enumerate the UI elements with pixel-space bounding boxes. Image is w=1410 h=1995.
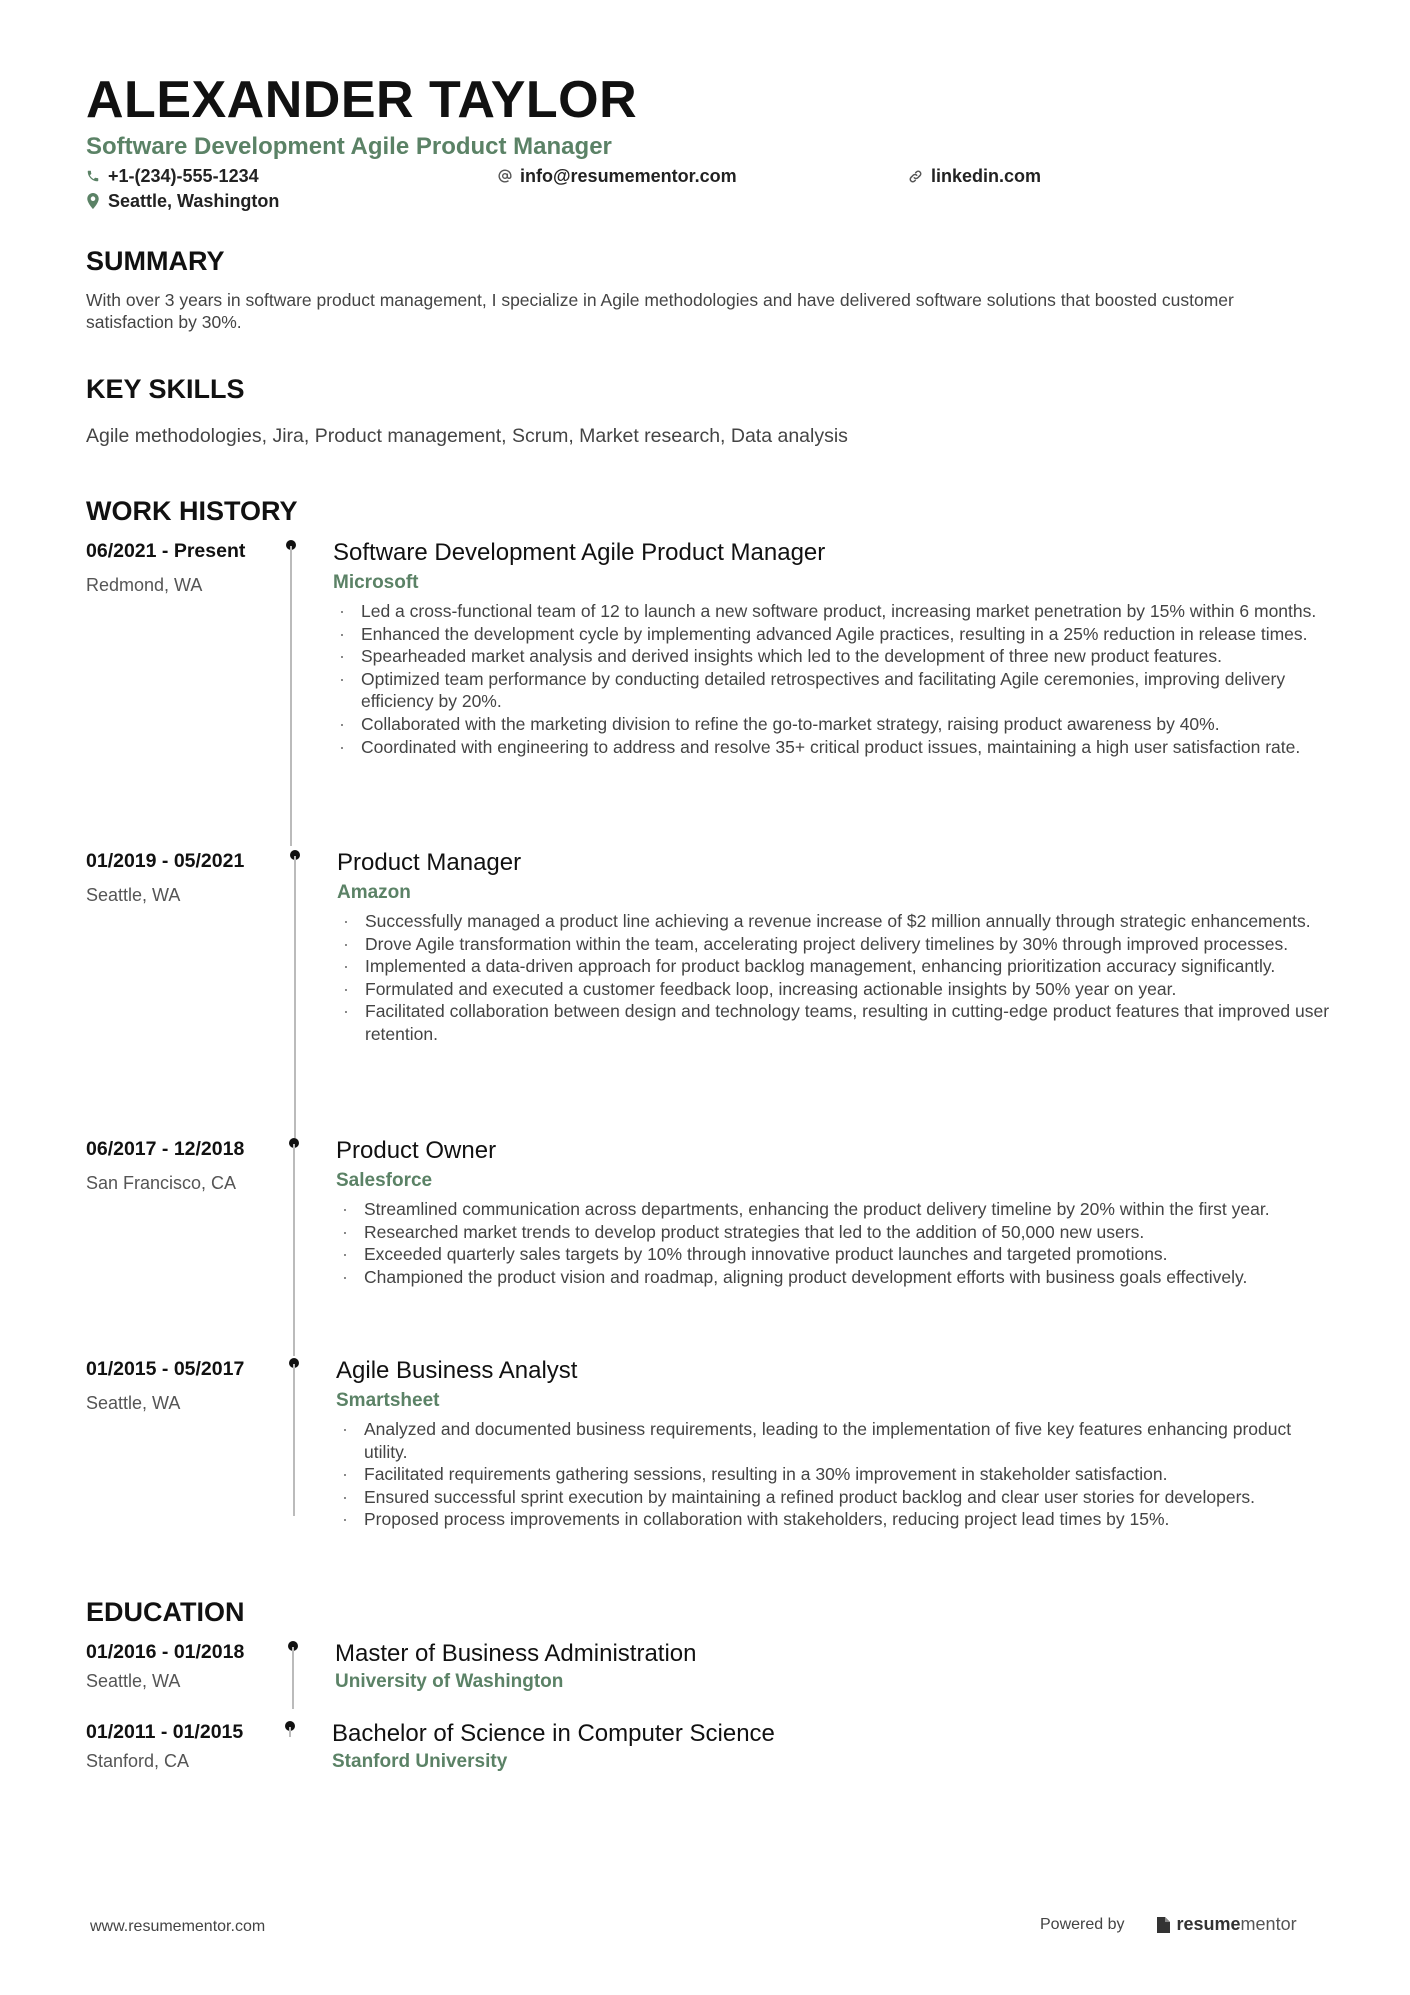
job-title: Product Manager [337, 849, 522, 876]
timeline-line [294, 856, 296, 1138]
contact-location [86, 189, 279, 213]
job-bullet: · Drove Agile transformation within the team, accelerating project delivery timelines by 30% through improved processes. [337, 933, 1337, 956]
linkedin-text: linkedin.com [931, 166, 1042, 186]
job-bullet: · Successfully managed a product line achieving a revenue increase of $2 million annually through strategic enhancements. [337, 910, 1337, 933]
job-bullet: · Facilitated collaboration between design and technology teams, resulting in cutting-edge product features that improved user retention. [337, 1000, 1337, 1045]
job-meta [86, 848, 286, 907]
job-bullet: · Facilitated requirements gathering sessions, resulting in a 30% improvement in stakeholder satisfaction. [336, 1463, 1336, 1486]
summary-heading: SUMMARY [86, 246, 225, 276]
education-details [332, 1719, 1332, 1779]
education-heading: EDUCATION [86, 1597, 245, 1627]
education-degree: Master of Business Administration [335, 1640, 697, 1667]
timeline-line [289, 1727, 291, 1737]
job-bullet: · Collaborated with the marketing division to refine the go-to-market strategy, raising product awareness by 40%. [333, 713, 1333, 736]
job-bullet: · Ensured successful sprint execution by maintaining a refined product backlog and clear user stories for developers. [336, 1486, 1336, 1509]
job-bullet: · Formulated and executed a customer feedback loop, increasing actionable insights by 50% year on year. [337, 978, 1337, 1001]
job-location: Seattle, WA [86, 885, 181, 905]
job-bullet: · Championed the product vision and roadmap, aligning product development efforts with business goals effectively. [336, 1266, 1336, 1289]
education-location: Seattle, WA [86, 1671, 181, 1691]
job-location: Redmond, WA [86, 575, 203, 595]
footer-website[interactable]: www.resumementor.com [90, 1918, 266, 1935]
timeline-line [293, 1144, 295, 1356]
education-meta [86, 1719, 286, 1773]
job-dates: 01/2019 - 05/2021 [86, 850, 245, 872]
timeline-line [290, 546, 292, 846]
education-school: University of Washington [335, 1671, 564, 1692]
job-bullet: · Spearheaded market analysis and derived insights which led to the development of three new product features. [333, 645, 1333, 668]
brand-bold: resume [1176, 1914, 1241, 1934]
job-bullet: · Implemented a data-driven approach for product backlog management, enhancing prioritization accuracy significantly. [337, 955, 1337, 978]
location-pin-icon [86, 193, 100, 209]
candidate-name: ALEXANDER TAYLOR [86, 71, 638, 129]
job-location: Seattle, WA [86, 1393, 181, 1413]
job-bullet: · Exceeded quarterly sales targets by 10% through innovative product launches and targeted promotions. [336, 1243, 1336, 1266]
phone-icon [86, 169, 100, 183]
job-bullet: · Led a cross-functional team of 12 to launch a new software product, increasing market penetration by 15% within 6 months. [333, 600, 1333, 623]
job-bullet: · Researched market trends to develop product strategies that led to the addition of 50,000 new users. [336, 1221, 1336, 1244]
skills-text: Agile methodologies, Jira, Product management, Scrum, Market research, Data analysis [86, 425, 848, 447]
link-icon [908, 169, 923, 184]
job-meta [86, 1356, 286, 1415]
job-company: Microsoft [333, 572, 419, 593]
at-icon [498, 169, 512, 183]
brand-logo[interactable] [1155, 1914, 1297, 1935]
timeline-line [292, 1647, 294, 1709]
job-dates: 06/2021 - Present [86, 540, 246, 562]
job-company: Salesforce [336, 1170, 433, 1191]
powered-by-text: Powered by [1040, 1915, 1125, 1933]
work-heading: WORK HISTORY [86, 496, 298, 526]
resumementor-logo-icon [1155, 1916, 1171, 1934]
job-bullets [333, 600, 1333, 758]
job-dates: 06/2017 - 12/2018 [86, 1138, 245, 1160]
contact-linkedin[interactable] [908, 164, 1041, 188]
education-location: Stanford, CA [86, 1751, 190, 1771]
footer-powered [1040, 1914, 1297, 1935]
summary-text: With over 3 years in software product management, I specialize in Agile methodologies and have delivered software solutions that boosted customer satisfaction by 30%. [86, 290, 1234, 332]
job-bullet: · Streamlined communication across departments, enhancing the product delivery timeline by 20% within the first year. [336, 1198, 1336, 1221]
job-meta [86, 538, 286, 597]
job-company: Smartsheet [336, 1390, 440, 1411]
email-text: info@resumementor.com [520, 166, 737, 186]
job-company: Amazon [337, 882, 411, 903]
education-details [335, 1639, 1335, 1699]
job-bullets [336, 1418, 1336, 1531]
job-bullet: · Analyzed and documented business requirements, leading to the implementation of five key features enhancing product utility. [336, 1418, 1336, 1463]
job-title: Software Development Agile Product Manager [333, 539, 826, 566]
job-title: Product Owner [336, 1137, 497, 1164]
job-bullets [336, 1198, 1336, 1288]
location-text: Seattle, Washington [108, 191, 280, 211]
job-bullet: · Optimized team performance by conducting detailed retrospectives and facilitating Agile ceremonies, improving delivery efficiency by 20%. [333, 668, 1333, 713]
job-details [337, 848, 1337, 1046]
candidate-title: Software Development Agile Product Manager [86, 133, 612, 160]
skills-heading: KEY SKILLS [86, 374, 245, 404]
education-school: Stanford University [332, 1751, 508, 1772]
job-bullet: · Coordinated with engineering to address and resolve 35+ critical product issues, maintaining a high user satisfaction rate. [333, 736, 1333, 759]
brand-thin: mentor [1240, 1914, 1297, 1934]
education-dates: 01/2016 - 01/2018 [86, 1641, 245, 1663]
job-title: Agile Business Analyst [336, 1357, 578, 1384]
job-dates: 01/2015 - 05/2017 [86, 1358, 245, 1380]
job-location: San Francisco, CA [86, 1173, 237, 1193]
job-details [336, 1136, 1336, 1288]
job-meta [86, 1136, 286, 1195]
job-bullet: · Proposed process improvements in collaboration with stakeholders, reducing project lead times by 15%. [336, 1508, 1336, 1531]
contact-phone [86, 164, 259, 188]
phone-text: +1-(234)-555-1234 [108, 166, 259, 186]
education-dates: 01/2011 - 01/2015 [86, 1721, 244, 1743]
job-bullet: · Enhanced the development cycle by implementing advanced Agile practices, resulting in a 25% reduction in release times. [333, 623, 1333, 646]
job-details [336, 1356, 1336, 1531]
timeline-line [293, 1364, 295, 1516]
job-details [333, 538, 1333, 758]
education-meta [86, 1639, 286, 1693]
job-bullets [337, 910, 1337, 1046]
contact-email[interactable] [498, 164, 737, 188]
education-degree: Bachelor of Science in Computer Science [332, 1720, 775, 1747]
